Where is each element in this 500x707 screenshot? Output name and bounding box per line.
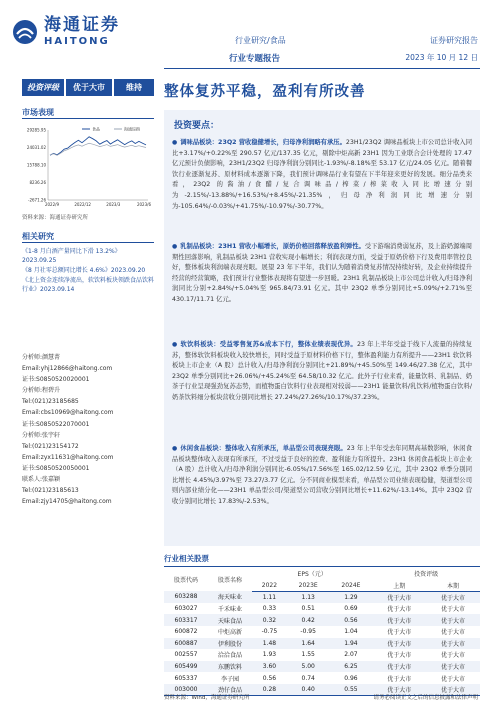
cell-rating-curr: 优于大市 — [426, 591, 480, 603]
highlight-lead: 软饮料板块：受益零售复苏&成本下行，整体业绩表现优异。 — [180, 341, 357, 348]
cell-code: 002557 — [174, 651, 198, 659]
table-row — [164, 626, 480, 638]
cell-eps-2023e: 5.00 — [287, 661, 330, 673]
legend-label: 食品 — [92, 126, 100, 132]
chart-source: 资料来源：海通证券研究所 — [22, 215, 89, 221]
y-tick-label: 29285.95 — [26, 127, 46, 133]
cell-eps-2023e: 0.74 — [301, 674, 315, 682]
cell-rating-prev: 优于大市 — [387, 629, 412, 637]
bullet-icon: ● — [172, 243, 178, 250]
cell-name: 伊利股份 — [208, 638, 252, 650]
header-category: 行业研究/食品 — [235, 36, 286, 45]
highlight-paragraph — [172, 444, 472, 508]
cell-eps-2022: 0.28 — [252, 684, 287, 696]
table-row — [164, 603, 480, 615]
cell-eps-2024e: 6.25 — [330, 661, 373, 673]
cell-code: 603317 — [164, 614, 208, 626]
logo-text-cn: 海通证券 — [44, 15, 120, 35]
cell-rating-curr: 优于大市 — [426, 614, 480, 626]
haitong-logo — [12, 16, 120, 47]
cell-eps-2024e: 2.07 — [344, 651, 358, 659]
cell-code: 003000 — [164, 684, 208, 696]
cell-rating-curr: 优于大市 — [426, 638, 480, 650]
highlight-lead: 乳制品板块：23H1 营收小幅增长，原奶价格回落释放盈利弹性。 — [180, 243, 365, 250]
cell-eps-2023e: 0.40 — [287, 684, 330, 696]
table-row — [164, 672, 480, 684]
y-tick-label: -2671.26 — [28, 197, 46, 203]
market-chart — [22, 122, 154, 212]
cell-eps-2023e: 1.55 — [301, 651, 315, 659]
table-body — [164, 591, 480, 695]
highlight-text: 23H1/23Q2 调味品板块上市公司总计收入同比+3.17%/+0.22%至 290.57 亿元/137.35 亿元，剔除中炬高新 23H1 因为工业联合会计处理的 17.47 亿元预计负债影响，23H1/23Q2 归母净利润分别同比-1.93%/-8.18%至 53.17 亿元/24.05 亿元。随着餐饮行业逐渐复苏、原材料成本逐渐下降，我们预计调味品行业有望在下半年迎来更好的发展。细分品类来看，23Q2 的酱油/食醋/复合调味品/榨菜/榨菜收入同比增速分别为-2.15%/-13.88%/+16.53%/+8.45%/-21.35%，归母净利润同比增速分别为-105.64%/-0.03%/+41.75%/-10.97%/-30.77%。 — [172, 139, 472, 210]
cell-eps-2022: 3.60 — [252, 661, 287, 673]
page-title: 整体复苏平稳，盈利有所改善 — [164, 84, 366, 100]
market-heading: 市场表现 — [22, 108, 54, 117]
analyst-line: Tel:(021)23185685 — [22, 398, 79, 406]
cell-eps-2024e: 0.55 — [330, 684, 373, 696]
analyst-line: 分析师:颜慧菁 — [22, 354, 61, 361]
cell-rating-prev: 优于大市 — [387, 675, 412, 683]
market-divider — [22, 118, 154, 119]
table-row — [164, 649, 480, 661]
cell-eps-2022: -0.75 — [261, 628, 278, 636]
analyst-line: 证书:S0850520050001 — [22, 464, 90, 472]
x-tick-label: 2022/9 — [44, 202, 60, 207]
cell-rating-prev: 优于大市 — [372, 638, 426, 650]
cell-eps-2022: 0.56 — [262, 674, 277, 682]
cell-eps-2022: 0.32 — [252, 614, 287, 626]
col-header-code: 股票代码 — [173, 577, 198, 585]
table-row — [164, 591, 480, 603]
cell-rating-curr: 优于大市 — [441, 606, 466, 614]
highlights-heading: 投资要点： — [174, 121, 220, 131]
col-header-curr: 本期 — [426, 580, 480, 592]
cell-eps-2024e: 1.94 — [330, 638, 373, 650]
cell-eps-2023e: 1.13 — [287, 591, 330, 603]
stock-table — [164, 568, 480, 696]
cell-eps-2023e: 0.51 — [301, 605, 315, 613]
footer-disclaimer: 请务必阅读正文之后的信息披露和法律声明 — [373, 695, 478, 701]
related-item[interactable]: 《北上资金连续净流出，软饮料板块领跌食品饮料行业》2023.09.14 — [22, 277, 155, 293]
cell-name: 千禾味业 — [217, 606, 242, 614]
related-list — [22, 247, 154, 295]
legend-label: 海通综指 — [124, 126, 140, 132]
cell-rating-prev: 优于大市 — [387, 652, 412, 660]
analyst-line[interactable]: Email:zjy14705@haitong.com — [22, 498, 112, 506]
bullet-icon: ● — [172, 139, 178, 146]
related-divider — [22, 242, 154, 243]
cell-rating-prev: 优于大市 — [372, 661, 426, 673]
cell-rating-prev: 优于大市 — [372, 614, 426, 626]
related-item[interactable]: 《1-8 月白酒产量同比下滑 13.2%》2023.09.25 — [22, 248, 121, 264]
cell-eps-2024e: 1.29 — [330, 591, 373, 603]
cell-eps-2022: 1.48 — [252, 638, 287, 650]
cell-code: 600887 — [164, 638, 208, 650]
analyst-line: 分析师:张宇轩 — [22, 431, 61, 439]
analyst-line: 证书:S0850520020001 — [22, 376, 90, 384]
highlight-lead: 调味品板块：23Q2 营收稳健增长，归母净利润略有承压。 — [180, 139, 346, 146]
logo-text-en: HAITONG — [44, 36, 110, 47]
cell-rating-prev: 优于大市 — [387, 606, 412, 614]
cell-name: 李子园 — [220, 675, 239, 683]
col-header-prev: 上期 — [372, 580, 426, 592]
cell-name: 海天味业 — [208, 591, 252, 603]
cell-name: 中炬高新 — [217, 629, 242, 637]
cell-rating-curr: 优于大市 — [441, 629, 466, 637]
cell-name: 天味食品 — [208, 614, 252, 626]
footer-source: 资料来源：Wind，海通证券研究所 — [164, 695, 250, 701]
bullet-icon: ● — [172, 445, 178, 452]
y-tick-label: 24031.02 — [26, 145, 46, 150]
highlight-paragraph — [172, 138, 472, 212]
cell-eps-2024e: 0.56 — [330, 614, 373, 626]
cell-eps-2023e: -0.95 — [300, 628, 316, 636]
x-tick-label: 2023/6 — [136, 202, 152, 207]
analyst-line[interactable]: Email:zyx11631@haitong.com — [22, 453, 114, 461]
rating-bar — [22, 79, 154, 96]
col-header-2023e: 2023E — [287, 580, 330, 592]
x-tick-label: 2023/3 — [106, 202, 121, 207]
analyst-line: 联系人:张嘉颖 — [22, 476, 61, 484]
cell-code: 603288 — [164, 591, 208, 603]
highlight-text: 23 年上半年受益于线下人流量的持续复苏，整体软饮料板块收入较快增长，同时受益于原材料价格下行，整体盈利能力有所提升——23H1 软饮料板块上市企业（A 股）总计收入/归母净利润分别同比+21.89%/+45.50%至 149.46/27.38 亿元，其中 23Q2 单季分别同比+26.06%/+45.24%至 64.58/10.32 亿元。此外子行业来看，能量饮料、乳制品、奶茶子行业呈现强劲复苏态势，而植物蛋白饮料行业表现相对较弱——23H1 能量饮料/乳饮料/植物蛋白饮料/奶茶饮料细分板块营收分别同比增长 27.24%/27.26%/10.17%/37.23%。 — [172, 341, 472, 401]
header-right-label: 证券研究报告 — [430, 36, 478, 45]
cell-eps-2022: 0.33 — [262, 605, 277, 613]
cell-name: 洽洽食品 — [217, 652, 242, 660]
header-divider — [164, 68, 480, 69]
related-heading: 相关研究 — [22, 232, 54, 241]
cell-name: 东鹏饮料 — [208, 661, 252, 673]
rating-label: 投资评级 — [22, 79, 64, 96]
col-header-2022: 2022 — [252, 580, 287, 592]
rating-value: 优于大市 — [66, 79, 112, 96]
rating-action: 维持 — [114, 79, 154, 96]
cell-rating-curr: 优于大市 — [441, 675, 466, 683]
cell-rating-curr: 优于大市 — [441, 652, 466, 660]
table-divider — [164, 566, 480, 567]
logo-mark-icon — [12, 19, 38, 45]
cell-eps-2023e: 0.42 — [287, 614, 330, 626]
highlight-text: 受下游端消费弱复苏，及上游奶源端周期性回落影响，乳制品板块 23H1 营收实现小幅增长；利润表现方面，受益于原奶价格下行及费用率管控良好，整体板块利润端表现亮眼。展望 23 年下半年，我们认为随着消费复苏情况持续好转，及企业持续提升经营的经营策略，我们预计行业整体表现将有望进一步回暖。23H1 乳制品板块上市公司总计收入/归母净利润同比分别+2.84%/+5.04%至 965.84/73.91 亿元。其中 23Q2 单季分别同比+5.09%/+2.71%至 430.17/11.71 亿元。 — [172, 243, 472, 303]
cell-rating-prev: 优于大市 — [372, 684, 426, 696]
cell-rating-prev: 优于大市 — [372, 591, 426, 603]
header-date: 2023 年 10 月 12 日 — [405, 53, 478, 62]
y-tick-label: 8236.26 — [29, 180, 46, 185]
analyst-line[interactable]: Email:yhj12866@haitong.com — [22, 365, 113, 373]
analyst-line: Tel:(021)23185613 — [22, 487, 79, 495]
analyst-line: 分析师:程碧升 — [22, 387, 61, 395]
cell-rating-curr: 优于大市 — [426, 661, 480, 673]
cell-code: 603027 — [174, 605, 198, 613]
analyst-list — [22, 352, 154, 507]
cell-code: 605337 — [174, 674, 198, 682]
report-header — [0, 0, 500, 72]
cell-eps-2024e: 1.04 — [344, 628, 358, 636]
analyst-line[interactable]: Email:cbs10969@haitong.com — [22, 409, 114, 417]
table-title: 行业相关股票 — [164, 554, 209, 563]
highlight-paragraph — [172, 340, 472, 404]
highlight-paragraph — [172, 242, 472, 306]
analyst-line: Tel:(021)23154172 — [22, 442, 79, 450]
table-row — [164, 661, 480, 673]
cell-eps-2022: 1.93 — [262, 651, 277, 659]
col-header-2024e: 2024E — [330, 580, 373, 592]
highlight-text: 23 年上半年受去年同期高基数影响，休闲食品板块整体收入表现有所承压，不过受益于良好的控费、盈利能力有所提升。23H1 休闲食品板块上市企业（A 股）总计收入/归母净利润分别同比-6.05%/17.56%至 165.02/12.59 亿元，其中 23Q2 单季分别同比增长 4.45%/3.97%至 73.27/3.77 亿元。分不同商业模型来看，单品型公司业绩表现稳健，渠道型公司则内部业绩分化——23H1 单品型公司/渠道型公司营收分别同比增长+11.62%/-13.14%。其中 23Q2 营收分别同比增长 17.83%/-2.53%。 — [172, 445, 472, 505]
col-header-name: 股票名称 — [217, 577, 242, 585]
investment-highlights — [164, 110, 480, 546]
highlight-lead: 休闲食品板块：整体收入有所承压，单品型公司表现亮眼。 — [180, 445, 347, 452]
cell-code: 600872 — [174, 628, 198, 636]
table-row — [164, 638, 480, 650]
market-chart-svg — [22, 122, 154, 212]
bullet-icon: ● — [172, 341, 178, 348]
col-header-eps: EPS（元） — [297, 571, 327, 579]
header-report-type: 行业专题报告 — [229, 54, 281, 64]
table-row — [164, 614, 480, 626]
x-tick-label: 2022/12 — [74, 202, 91, 207]
related-item[interactable]: 《8 月社零总额同比增长 4.6%》2023.09.20 — [22, 267, 146, 274]
cell-name: 劲仔食品 — [208, 684, 252, 696]
col-header-rating: 投资评级 — [414, 571, 439, 579]
cell-eps-2024e: 0.69 — [344, 605, 358, 613]
cell-eps-2023e: 1.64 — [287, 638, 330, 650]
y-tick-label: 15788.10 — [26, 162, 46, 168]
cell-rating-curr: 优于大市 — [426, 684, 480, 696]
cell-eps-2024e: 0.96 — [344, 674, 358, 682]
analyst-line: 证书:S0850522070001 — [22, 420, 90, 428]
cell-code: 605499 — [164, 661, 208, 673]
cell-eps-2022: 1.11 — [252, 591, 287, 603]
